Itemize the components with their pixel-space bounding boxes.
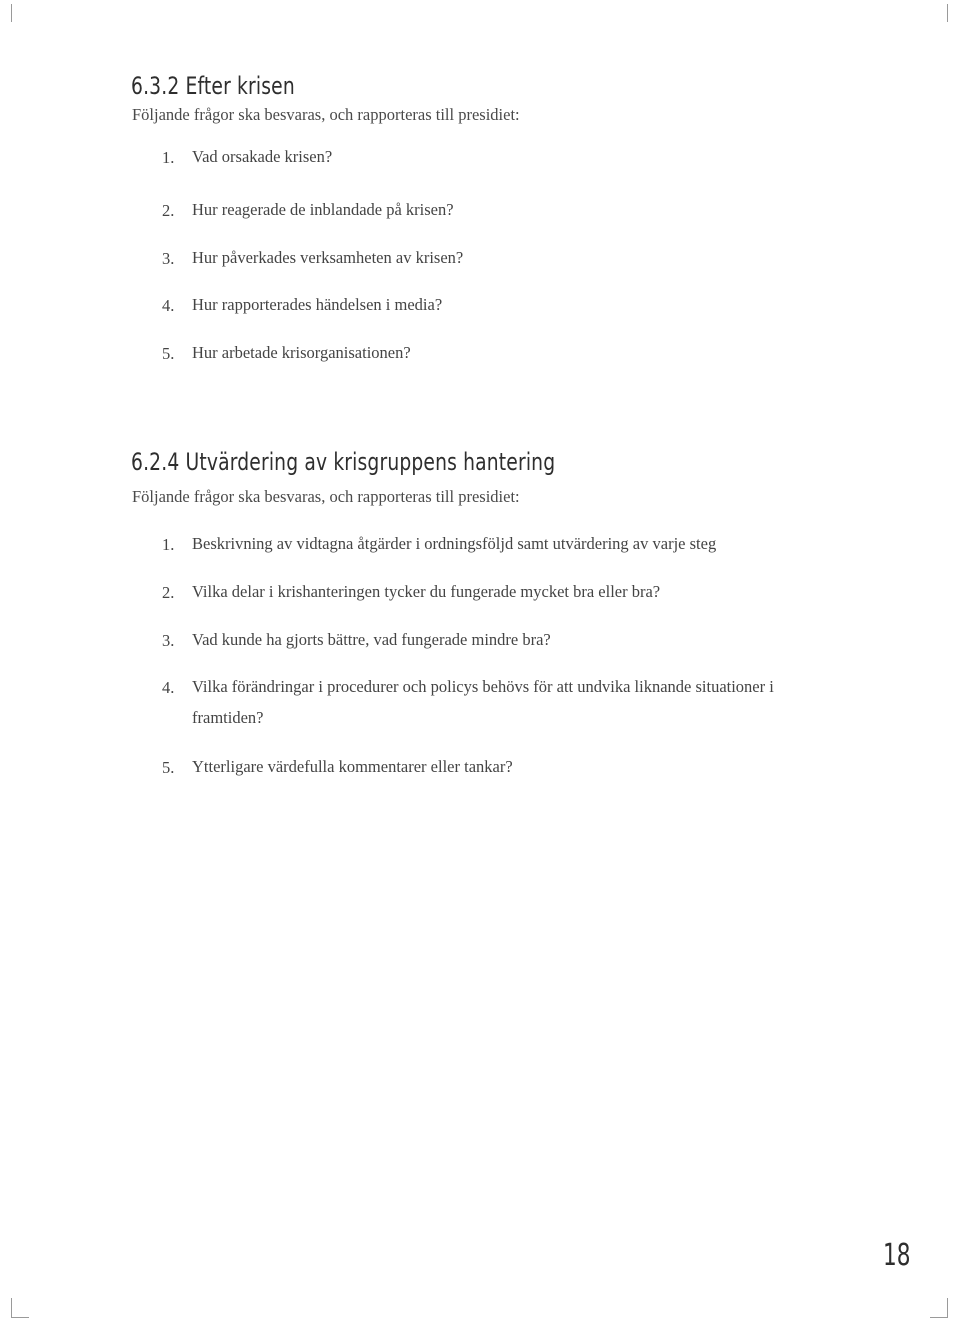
crop-mark-bottom-left-h (11, 1317, 29, 1318)
list-item-text: Vilka förändringar i procedurer och policys behövs för att undvika liknande situationer i (192, 677, 774, 696)
list-item-number: 1. (162, 535, 175, 554)
list-item-number: 2. (162, 583, 175, 602)
list-item-number: 4. (162, 678, 175, 697)
crop-mark-bottom-right-h (930, 1317, 948, 1318)
list-item-text: Beskrivning av vidtagna åtgärder i ordningsföljd samt utvärdering av varje steg (192, 534, 717, 553)
list-item-number: 1. (162, 148, 175, 167)
list-item-text: Hur arbetade krisorganisationen? (192, 343, 411, 362)
list-item-text: Vad orsakade krisen? (192, 147, 333, 166)
page-number: 18 (883, 1238, 911, 1273)
section-heading-utvardering: 6.2.4 Utvärdering av krisgruppens hantering (131, 448, 556, 476)
list-item-number: 2. (162, 201, 175, 220)
list-item-number: 4. (162, 296, 175, 315)
crop-mark-top-right (947, 4, 948, 22)
crop-mark-top-left (11, 4, 12, 22)
list-item-text: Hur reagerade de inblandade på krisen? (192, 200, 454, 219)
list-item-number: 3. (162, 631, 175, 650)
list-item-text: Hur påverkades verksamheten av krisen? (192, 248, 464, 267)
crop-mark-bottom-left-v (11, 1298, 12, 1318)
list-item-text-continued: framtiden? (192, 708, 264, 727)
list-item-number: 5. (162, 344, 175, 363)
section-intro: Följande frågor ska besvaras, och rapporteras till presidiet: (132, 105, 520, 124)
list-item-text: Vad kunde ha gjorts bättre, vad fungerade mindre bra? (192, 630, 551, 649)
list-item-text: Vilka delar i krishanteringen tycker du fungerade mycket bra eller bra? (192, 582, 661, 601)
section-heading-efter-krisen: 6.3.2 Efter krisen (131, 72, 295, 100)
crop-mark-bottom-right-v (947, 1298, 948, 1318)
list-item-number: 5. (162, 758, 175, 777)
list-item-text: Ytterligare värdefulla kommentarer eller tankar? (192, 757, 513, 776)
section-intro: Följande frågor ska besvaras, och rapporteras till presidiet: (132, 487, 520, 506)
list-item-number: 3. (162, 249, 175, 268)
list-item-text: Hur rapporterades händelsen i media? (192, 295, 443, 314)
